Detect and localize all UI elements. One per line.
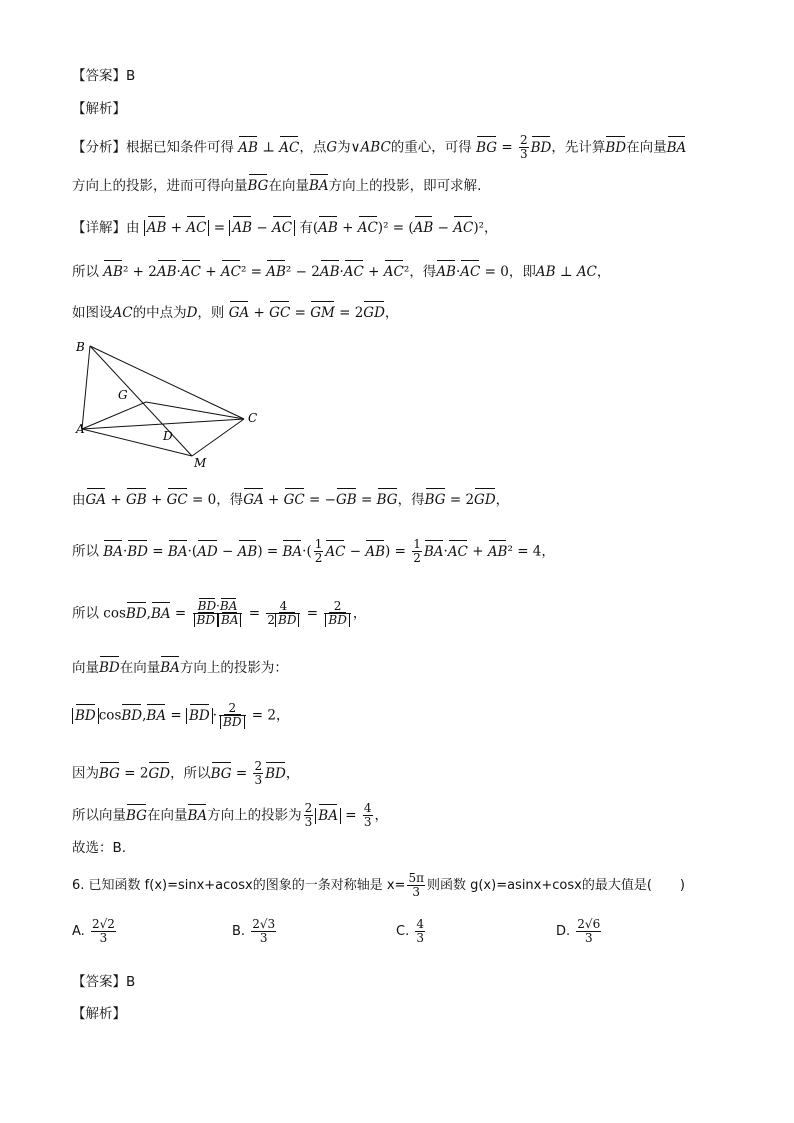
label-M: M [194,456,207,470]
label-D: D [163,429,173,443]
analysis-line-2: 方向上的投影，进而可得向量BG在向量BA方向上的投影，即可求解. [72,178,482,194]
detail-line-8: BD cosBD,BA = BD · $\frac{2}{BD}$ = 2， [72,702,289,729]
option-d[interactable]: D. $\frac{2√6}{3}$ [556,917,601,945]
option-c[interactable]: C. $\frac{4}{3}$ [396,917,424,945]
label-B: B [76,340,85,354]
option-a[interactable]: A. $\frac{2√2}{3}$ [72,917,115,945]
detail-line-7: 向量BD在向量BA方向上的投影为： [72,660,288,676]
detail-line-6: 所以 cosBD,BA = $\frac{BD\cdot BA}{\text{BD BA}}$ = $\frac{4}{2 BD}$ = $\frac{2}{BD}$ ， [72,599,367,627]
detail-line-10: 所以向量BG在向量BA方向上的投影为 $\frac{2}{3}$ BA = $\frac{4}{3}$ ， [72,801,388,829]
label-G: G [118,388,128,402]
detail-line-1: 【详解】由 AB + AC = AB − AC 有(AB + AC)² = (AB − AC)²， [72,220,498,236]
detail-line-5: 所以 BA·BD = BA·(AD − AB) = BA·( $\frac{1}{2}$ AC − AB) = $\frac{1}{2}$ BA·AC + AB² = 4， [72,537,555,565]
detail-line-3: 如图设AC的中点为D，则 GA + GC = GM = 2GD， [72,305,399,321]
answer-label-2: 【答案】B [72,974,136,990]
question-6: 6. 已知函数 f(x)=sinx+acosx的图象的一条对称轴是 x= $\frac{5\pi}{3}$ 则函数 g(x)=asinx+cosx的最大值是( ) [72,871,685,899]
analysis-line-1: 【分析】根据已知条件可得 AB ⊥ AC，点G为∨ABC的重心，可得 BG = $\frac{2}{3}$ BD，先计算BD在向量BA [72,133,687,161]
label-A: A [76,422,85,436]
detail-line-2: 所以 AB² + 2AB·AC + AC² = AB² − 2AB·AC + AC²，得AB·AC = 0，即AB ⊥ AC， [72,264,611,280]
triangle-figure [72,336,272,472]
analysis-label-2: 【解析】 [72,1006,126,1022]
choice-statement: 故选：B. [72,840,127,856]
detail-line-9: 因为BG = 2GD，所以BG = $\frac{2}{3}$ BD， [72,759,300,787]
label-C: C [248,411,258,425]
detail-line-4: 由GA + GB + GC = 0，得GA + GC = −GB = BG，得BG = 2GD， [72,492,510,508]
option-b[interactable]: B. $\frac{2√3}{3}$ [232,917,276,945]
analysis-label: 【解析】 [72,101,126,117]
answer-label: 【答案】B [72,68,136,84]
